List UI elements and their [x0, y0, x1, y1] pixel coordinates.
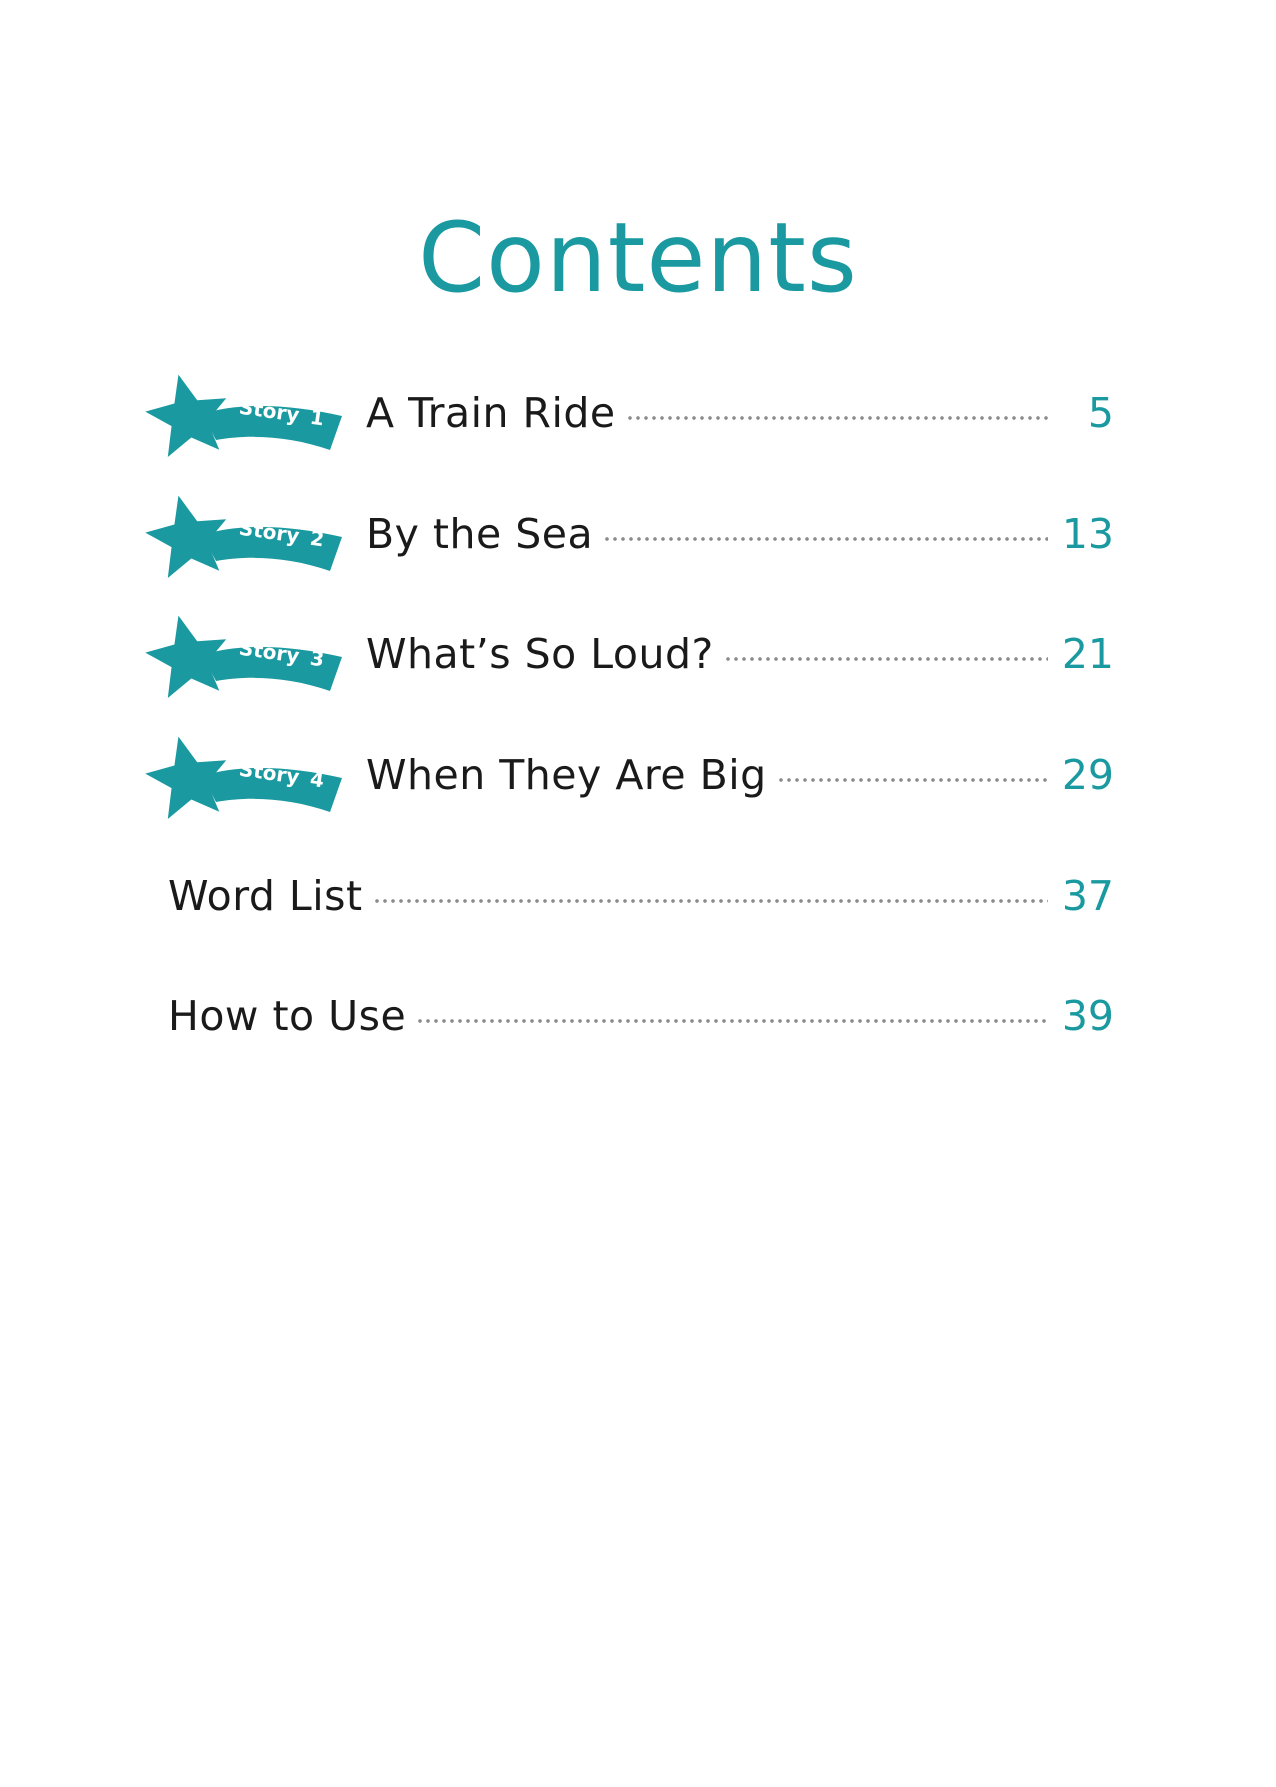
page-number[interactable]: 21	[1061, 630, 1114, 678]
dot-leader	[603, 537, 1048, 541]
shooting-star-icon	[140, 479, 350, 589]
toc-entry[interactable]	[366, 624, 1114, 684]
toc-row-word-list[interactable]	[0, 866, 1276, 976]
dot-leader	[416, 1019, 1048, 1023]
toc-row-story-2[interactable]	[0, 479, 1276, 589]
entry-title[interactable]: By the Sea	[366, 510, 594, 558]
toc-entry[interactable]	[168, 986, 1114, 1046]
toc-row-story-1[interactable]	[0, 358, 1276, 468]
dot-leader	[626, 416, 1050, 420]
dot-leader	[777, 778, 1048, 782]
page-number[interactable]: 13	[1061, 510, 1114, 558]
page-number[interactable]: 39	[1061, 992, 1114, 1040]
page-number[interactable]: 5	[1087, 389, 1114, 437]
entry-title[interactable]: A Train Ride	[366, 389, 616, 437]
badge-number: 1	[308, 404, 326, 431]
toc-row-story-4[interactable]	[0, 720, 1276, 830]
shooting-star-icon	[140, 599, 350, 709]
badge-label: Story	[237, 635, 301, 668]
shooting-star-icon	[140, 358, 350, 468]
entry-title[interactable]: What’s So Loud?	[366, 630, 714, 678]
toc-row-how-to-use[interactable]	[0, 986, 1276, 1096]
dot-leader	[724, 657, 1048, 661]
toc-entry[interactable]	[366, 504, 1114, 564]
shooting-star-icon	[140, 720, 350, 830]
badge-label: Story	[237, 515, 301, 548]
toc-row-story-3[interactable]	[0, 599, 1276, 709]
badge-label: Story	[237, 394, 301, 427]
badge-number: 2	[308, 525, 326, 552]
entry-title[interactable]: When They Are Big	[366, 751, 767, 799]
dot-leader	[373, 899, 1048, 903]
entry-title[interactable]: Word List	[168, 872, 363, 920]
badge-number: 3	[308, 645, 326, 672]
toc-entry[interactable]	[168, 866, 1114, 926]
toc-entry[interactable]	[366, 383, 1114, 443]
badge-number: 4	[308, 766, 326, 793]
badge-label: Story	[237, 756, 301, 789]
toc-entry[interactable]	[366, 745, 1114, 805]
page-title: Contents	[418, 202, 858, 314]
page-number[interactable]: 29	[1061, 751, 1114, 799]
page-number[interactable]: 37	[1061, 872, 1114, 920]
entry-title[interactable]: How to Use	[168, 992, 407, 1040]
